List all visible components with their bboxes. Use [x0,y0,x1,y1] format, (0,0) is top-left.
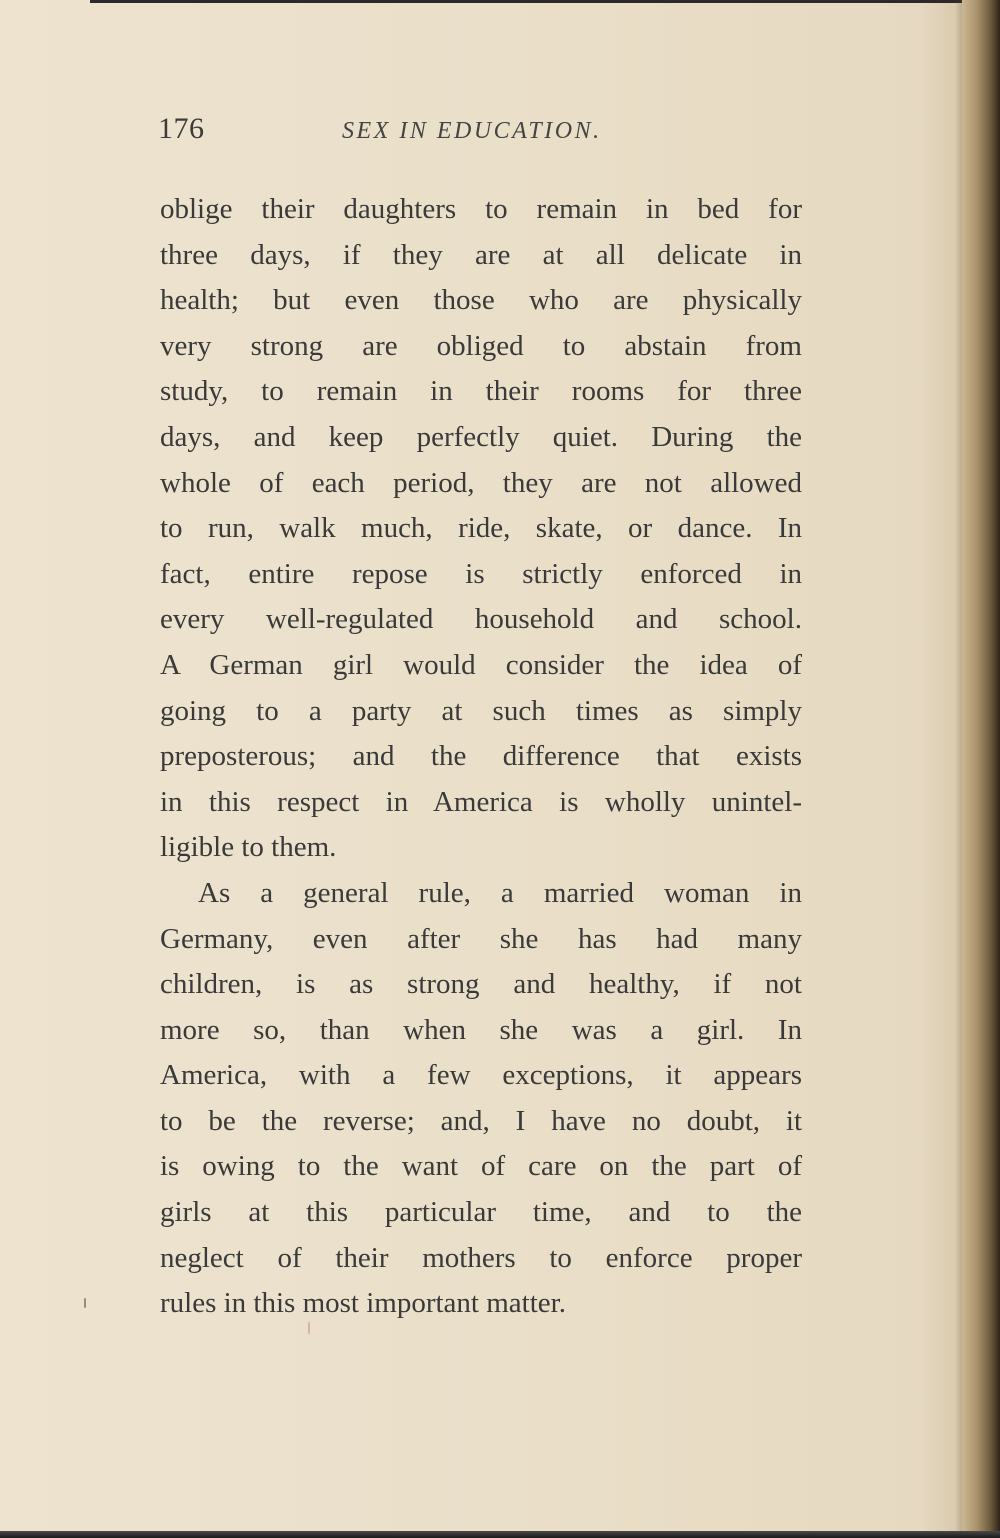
text-line: to be the reverse; and, I have no doubt, it [160,1104,802,1137]
text-line: days, and keep perfectly quiet. During the [160,420,802,453]
text-line: America, with a few exceptions, it appears [160,1059,802,1092]
text-line: health; but even those who are physically [160,284,802,317]
text-line: fact, entire repose is strictly enforced in [160,557,802,590]
text-line: preposterous; and the difference that exists [160,740,802,773]
book-spine-edge [962,0,1000,1538]
text-line: study, to remain in their rooms for three [160,375,802,408]
text-line: is owing to the want of care on the part of [160,1150,802,1183]
text-line: every well-regulated household and school. [160,603,802,636]
text-line: whole of each period, they are not allowed [160,466,802,499]
text-line: As a general rule, a married woman in [198,876,802,909]
top-edge-rule [90,0,1000,3]
text-line: very strong are obliged to abstain from [160,329,802,362]
text-line: three days, if they are at all delicate in [160,238,802,271]
page-number: 176 [158,112,205,145]
paper-speck [84,1298,86,1308]
text-line: neglect of their mothers to enforce proper [160,1241,802,1274]
paragraph-1 [160,187,802,871]
running-title: SEX IN EDUCATION. [342,118,602,144]
bottom-edge-rule [0,1531,1000,1538]
text-line: Germany, even after she has had many [160,922,802,955]
paragraph-2 [160,871,802,1327]
text-line: to run, walk much, ride, skate, or dance. In [160,512,802,545]
text-line: ligible to them. [160,831,337,864]
text-line: children, is as strong and healthy, if not [160,968,802,1001]
page-header [158,112,818,152]
text-line: more so, than when she was a girl. In [160,1013,802,1046]
text-line: rules in this most important matter. [160,1287,566,1320]
text-line: going to a party at such times as simply [160,694,802,727]
body-text [160,187,802,1327]
paper-speck [308,1322,310,1334]
text-line: girls at this particular time, and to the [160,1196,802,1229]
text-line: in this respect in America is wholly unintel- [160,785,802,818]
text-line: oblige their daughters to remain in bed for [160,193,802,225]
text-line: A German girl would consider the idea of [160,648,802,681]
